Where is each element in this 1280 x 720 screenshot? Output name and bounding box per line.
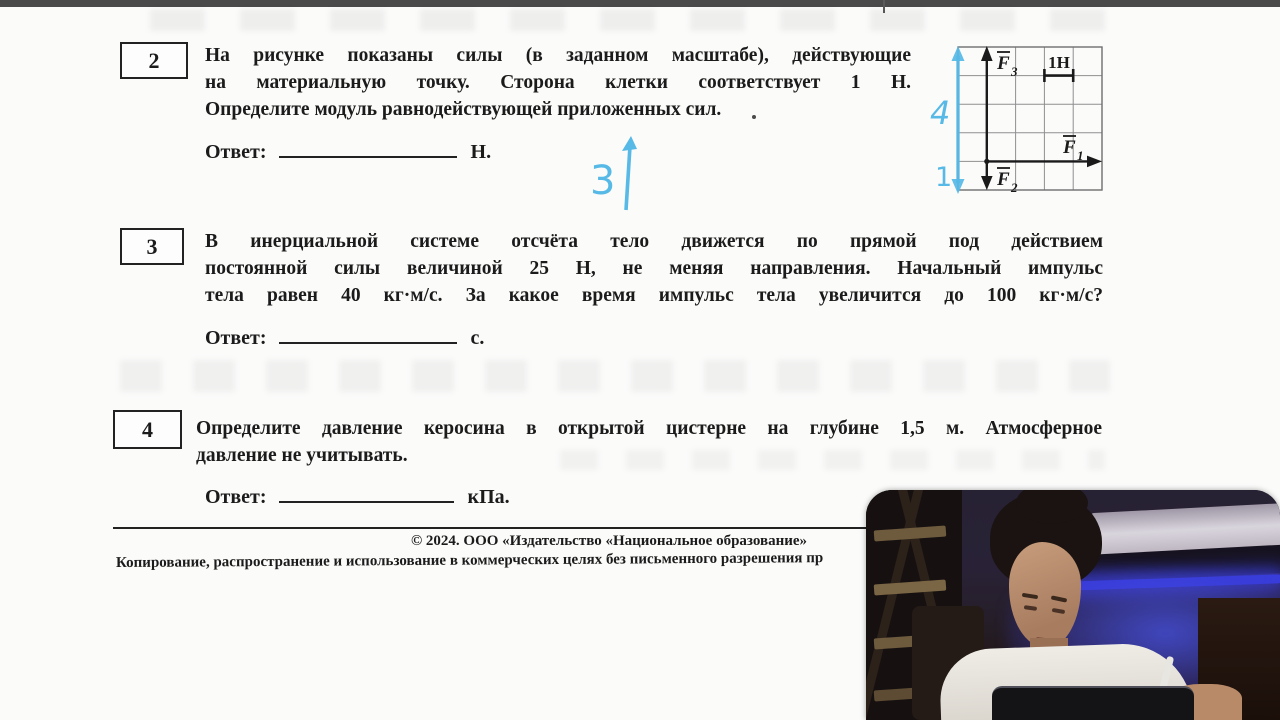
problem-2-line-1: На рисунке показаны силы (в заданном масштабе), действующие xyxy=(205,45,911,66)
svg-text:F: F xyxy=(997,53,1010,74)
answer-unit: кПа. xyxy=(467,486,510,508)
answer-label: Ответ: xyxy=(205,327,267,349)
grid-lines xyxy=(958,47,1102,190)
scale-label: 1Н xyxy=(1048,53,1070,72)
problem-4-line-2: давление не учитывать. xyxy=(196,445,408,466)
problem-3-number: 3 xyxy=(146,233,158,259)
top-edge-bar xyxy=(0,0,1280,7)
answer-blank xyxy=(279,483,454,503)
svg-text:1: 1 xyxy=(1077,148,1084,163)
problem-3-number-box xyxy=(120,228,184,265)
shelf-step xyxy=(874,580,947,596)
force-f2-label xyxy=(996,168,1018,195)
footer-copyright: © 2024. ООО «Издательство «Национальное образование» xyxy=(410,533,808,549)
footer-notice: Копирование, распространение и использование в коммерческих целях без письменного разрешения пр xyxy=(115,550,824,572)
forces-origin-point xyxy=(984,159,989,164)
grid-border xyxy=(958,47,1102,190)
answer-unit: Н. xyxy=(470,141,492,163)
problem-3-text xyxy=(205,228,1103,309)
answer-label: Ответ: xyxy=(205,486,267,508)
problem-4-line-1: Определите давление керосина в открытой цистерне на глубине 1,5 м. Атмосферное xyxy=(196,418,1102,439)
problem-3-line-3: тела равен 40 кг·м/с. За какое время импульс тела увеличится до 100 кг·м/с? xyxy=(205,285,1103,306)
webcam-overlay xyxy=(866,490,1280,720)
svg-text:F: F xyxy=(997,169,1010,190)
handwritten-resultant-note xyxy=(585,132,660,217)
print-dot-artifact xyxy=(752,115,756,119)
handwritten-up-arrow-icon xyxy=(622,136,637,210)
problem-2-line-3: Определите модуль равнодействующей приложенных сил. xyxy=(205,99,722,120)
problem-2-number: 2 xyxy=(148,47,160,73)
streamer-tablet xyxy=(992,686,1194,720)
problem-2-line-2: на материальную точку. Сторона клетки соответствует 1 Н. xyxy=(205,72,911,93)
problem-4-number: 4 xyxy=(142,416,153,442)
handwritten-4: 4 xyxy=(930,94,951,132)
answer-unit: с. xyxy=(470,327,485,349)
problem-2-number-box xyxy=(120,42,188,79)
answer-blank xyxy=(279,138,457,158)
problem-3-line-2: постоянной силы величиной 25 Н, не меняя направления. Начальный импульс xyxy=(205,258,1103,279)
answer-blank xyxy=(279,324,457,344)
handwritten-vertical-arrow xyxy=(952,46,965,194)
svg-text:F: F xyxy=(1063,137,1076,158)
force-f3-label xyxy=(996,52,1018,79)
answer-label: Ответ: xyxy=(205,141,267,163)
ghost-text-middle xyxy=(120,360,1110,392)
problem-3-line-1: В инерциальной системе отсчёта тело движется по прямой под действием xyxy=(205,231,1103,252)
forces-figure xyxy=(925,40,1115,200)
problem-3-answer-row xyxy=(205,324,484,350)
problem-2-text xyxy=(205,42,911,123)
svg-text:3: 3 xyxy=(1011,64,1018,79)
problem-4-answer-row xyxy=(205,483,510,509)
svg-text:2: 2 xyxy=(1011,180,1018,195)
problem-4-text xyxy=(196,415,1102,469)
ghost-text-top xyxy=(150,9,1110,31)
handwritten-1: 1 xyxy=(935,162,953,193)
problem-2-answer-row xyxy=(205,138,491,164)
handwritten-3: 3 xyxy=(590,158,616,204)
top-edge-tick xyxy=(883,0,885,13)
problem-4-number-box xyxy=(113,410,182,449)
force-f2-arrow xyxy=(981,161,993,190)
